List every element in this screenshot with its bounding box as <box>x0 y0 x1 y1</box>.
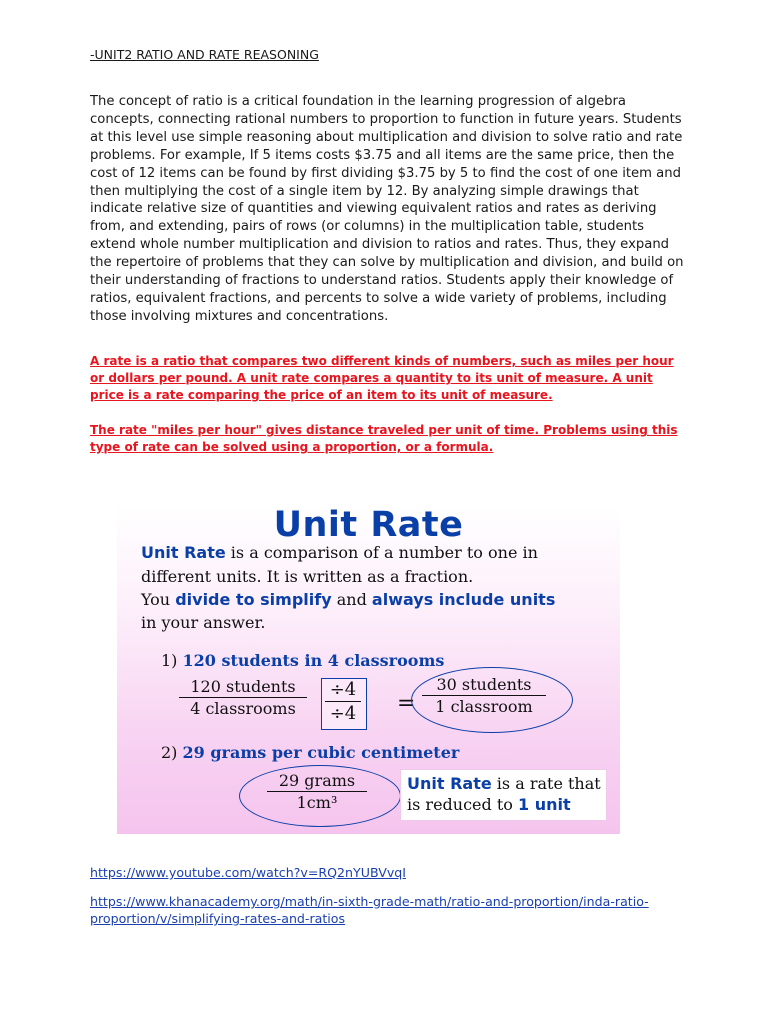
example-2-title <box>161 743 459 762</box>
callout-text-2: is reduced to <box>407 795 518 814</box>
fraction-bar <box>267 791 367 792</box>
fraction-bar <box>422 695 546 696</box>
khanacademy-link[interactable]: https://www.khanacademy.org/math/in-sixth-grade-math/ratio-and-proportion/inda-ratio-proportion/v/simplifying-rates-and-ratios <box>90 894 649 926</box>
text-you: You <box>141 590 176 609</box>
fraction-bar <box>179 697 307 698</box>
intro-paragraph: The concept of ratio is a critical foundation in the learning progression of algebra concepts, connecting rational numbers to proportion to function in future years. Students at this level use simple reasoning about multiplication and division to solve ratio and rate problems. For example, If 5 items costs $3.75 and all items are the same price, then the cost of 12 items can be found by first dividing $3.75 by 5 to find the cost of one item and then multiplying the cost of a single item by 12. By analyzing simple drawings that indicate relative size of quantities and viewing equivalent ratios and rates as deriving from, and extending, pairs of rows (or columns) in the multiplication table, students extend whole number multiplication and division to ratios and rates. Thus, they expand the repertoire of problems that they can solve by multiplication and division, and build on their understanding of fractions to understand ratios. Students apply their knowledge of ratios, equivalent fractions, and percents to solve a wide variety of problems, including those involving mixtures and concentrations. <box>90 94 684 324</box>
students-fraction <box>179 677 307 718</box>
example-2-text: 29 grams per cubic centimeter <box>182 743 460 762</box>
miles-per-hour-paragraph: The rate "miles per hour" gives distance traveled per unit of time. Problems using this type of rate can be solved using a proportion, or a formula. <box>90 423 678 454</box>
example-1-text: 120 students in 4 classrooms <box>182 651 445 670</box>
definition-text: is a comparison of a number to one in <box>225 543 538 562</box>
rate-definition-paragraph: A rate is a ratio that compares two different kinds of numbers, such as miles per hour or dollars per pound. A unit rate compares a quantity to its unit of measure. A unit price is a rate comparing the price of an item to its unit of measure. <box>90 354 674 402</box>
grams-fraction <box>267 771 367 812</box>
callout-line-2 <box>407 795 571 814</box>
fraction-denominator: 4 classrooms <box>190 699 296 718</box>
grams-numerator: 29 grams <box>278 771 356 790</box>
fraction-bar <box>325 701 361 702</box>
unit-rate-callout <box>400 769 607 821</box>
figure-definition-line-2: different units. It is written as a fraction. <box>141 567 474 586</box>
callout-text: is a rate that <box>491 774 601 793</box>
result-denominator: 1 classroom <box>435 697 533 716</box>
callout-term: Unit Rate <box>407 774 492 793</box>
equals-sign: = <box>397 691 416 716</box>
figure-definition-line-1 <box>141 543 538 562</box>
unit-rate-figure <box>117 505 620 834</box>
example-1-number: 1) <box>161 651 183 670</box>
divide-by-four-fraction <box>325 679 361 724</box>
callout-line-1 <box>407 774 601 793</box>
text-and: and <box>331 590 372 609</box>
unit-rate-term: Unit Rate <box>141 543 226 562</box>
figure-definition-line-4: in your answer. <box>141 613 266 632</box>
figure-definition-line-3 <box>141 590 555 609</box>
always-include-units-term: always include units <box>371 590 556 609</box>
result-fraction <box>422 675 546 716</box>
fraction-numerator: 120 students <box>190 677 296 696</box>
divisor-bottom: ÷4 <box>329 703 357 724</box>
youtube-link[interactable]: https://www.youtube.com/watch?v=RQ2nYUBVvqI <box>90 865 406 880</box>
divisor-top: ÷4 <box>329 679 357 700</box>
grams-denominator: 1cm³ <box>296 793 338 812</box>
example-1-title <box>161 651 444 670</box>
figure-title: Unit Rate <box>273 505 464 545</box>
divide-to-simplify-term: divide to simplify <box>175 590 332 609</box>
example-2-number: 2) <box>161 743 183 762</box>
page-heading: -UNIT2 RATIO AND RATE REASONING <box>90 47 319 62</box>
result-numerator: 30 students <box>436 675 532 694</box>
one-unit-term: 1 unit <box>517 795 571 814</box>
